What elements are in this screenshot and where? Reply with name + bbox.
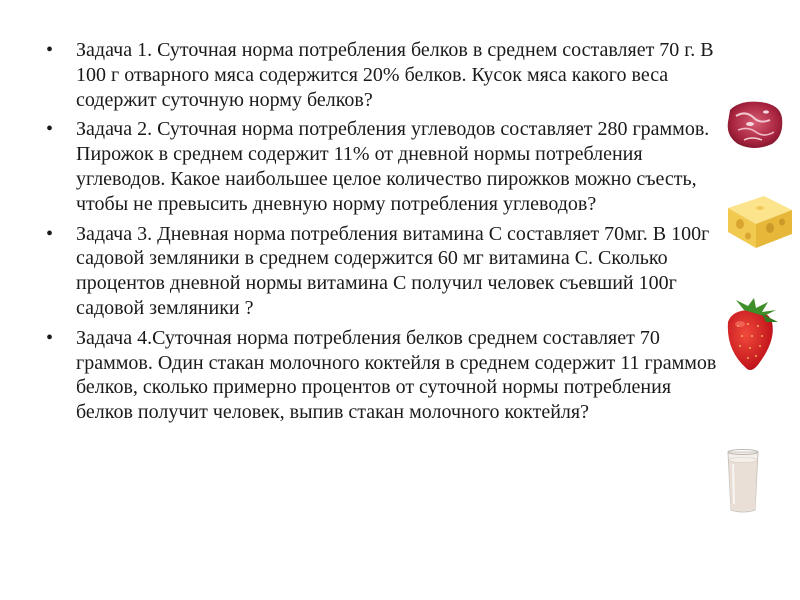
milkshake-glass-picture	[720, 446, 766, 516]
task-text: Задача 4.Суточная норма потребления белков среднем составляет 70 граммов. Один стакан молочного коктейля в среднем содержит 11 граммов белков, сколько примерно процентов от суточной нормы потребления белков получит человек, выпив стакан молочного коктейля?	[76, 326, 717, 424]
task-item-2	[46, 117, 726, 216]
task-text: Задача 1. Суточная норма потребления белков в среднем составляет 70 г. В 100 г отварного мяса содержится 20% белков. Кусок мяса какого веса содержит суточную норму белков?	[76, 39, 714, 111]
task-item-3	[46, 222, 726, 321]
strawberry-picture	[718, 296, 784, 376]
bullet: •	[46, 222, 54, 245]
bullet: •	[46, 39, 54, 61]
task-item-4	[46, 326, 726, 425]
task-list	[46, 38, 726, 430]
task-item-1	[46, 38, 726, 112]
meat-picture	[724, 96, 786, 152]
bullet: •	[46, 326, 54, 349]
task-text: Задача 3. Дневная норма потребления витамина С составляет 70мг. В 100г садовой земляники в среднем содержится 60 мг витамина С. Сколько процентов дневной нормы витамина С получил человек съевший 100г садовой земляники ?	[76, 222, 710, 319]
bullet: •	[46, 118, 54, 141]
task-text: Задача 2. Суточная норма потребления углеводов составляет 280 граммов. Пирожок в среднем содержит 11% от дневной нормы потребления углеводов. Какое наибольшее целое количество пирожков можно съесть, чтобы не превысить дневную норму потребления углеводов?	[76, 118, 710, 215]
cheese-picture	[720, 190, 796, 254]
